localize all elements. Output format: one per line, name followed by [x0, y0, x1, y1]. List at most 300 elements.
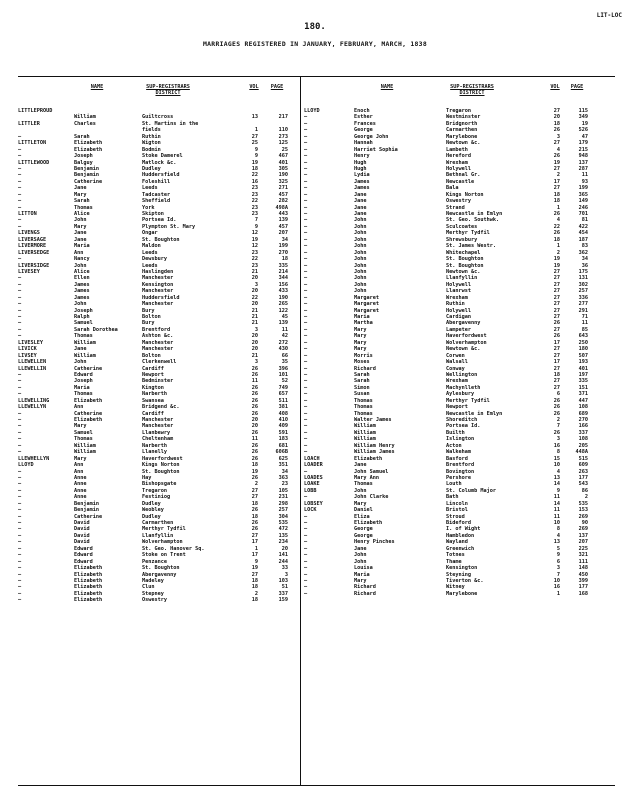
entry-forename: Mary [74, 191, 87, 198]
entry-district: Llanelly [142, 449, 167, 456]
entry-forename: Mary [74, 223, 87, 230]
entry-page: 34 [281, 236, 288, 243]
entry-volume: 26 [251, 455, 258, 462]
entry-volume: 26 [251, 474, 258, 481]
entry-surname: — [18, 545, 22, 552]
entry-district: Swansea [142, 397, 164, 404]
entry-page: 609 [578, 462, 588, 469]
entry-forename: Maria [354, 571, 370, 578]
entry-volume: 18 [251, 462, 258, 469]
entry-volume: 21 [251, 314, 258, 320]
entry-volume: 15 [553, 455, 560, 462]
entry-district: Bury [142, 307, 155, 314]
entry-volume: 21 [251, 352, 258, 359]
entry-district: Bury [142, 320, 155, 327]
entry-district: Kensington [142, 281, 174, 288]
entry-district: Steyning [446, 571, 471, 578]
entry-forename: Sarah [354, 378, 370, 385]
entry-page: 187 [578, 236, 588, 243]
entry-surname: — [18, 320, 22, 327]
entry-surname: — [304, 410, 308, 417]
entry-volume: 9 [556, 552, 560, 559]
entry-surname: — [304, 120, 308, 127]
entry-district: Basford [446, 455, 468, 462]
entry-volume: 26 [553, 153, 560, 160]
entry-volume: 17 [251, 539, 258, 546]
entry-forename: Margaret [354, 307, 379, 314]
entry-page: 689 [578, 410, 588, 417]
entry-forename: John [354, 268, 367, 275]
entry-volume: 1 [254, 127, 258, 134]
entry-page: 19 [581, 120, 588, 127]
entry-forename: Edward [74, 545, 93, 552]
header-vol: VOL [249, 84, 259, 90]
entry-forename: Jane [354, 462, 367, 469]
entry-district: Bodmin [142, 146, 161, 153]
entry-page: 34 [281, 468, 288, 475]
entry-forename: Mary [354, 500, 367, 507]
entry-page: 110 [278, 127, 288, 134]
entry-district: Machynlleth [446, 384, 481, 391]
entry-surname: — [304, 545, 308, 552]
entry-district: Lambeth [446, 146, 468, 153]
entry-volume: 4 [556, 146, 560, 153]
entry-surname: — [18, 417, 22, 423]
entry-page: 47 [581, 133, 588, 140]
entry-page: 448A [575, 449, 588, 456]
entry-page: 749 [278, 384, 288, 391]
header-page: PAGE [270, 84, 284, 90]
entry-surname: — [18, 223, 22, 230]
entry-district: Cardiff [142, 365, 164, 372]
entry-forename: Edward [74, 371, 93, 378]
entry-forename: Mary [354, 326, 367, 333]
entry-forename: Mary [354, 346, 367, 353]
entry-volume: 2 [556, 417, 560, 423]
entry-page: 344 [278, 275, 288, 282]
entry-district: Westminster [446, 114, 481, 121]
entry-forename: William [74, 442, 96, 449]
entry-surname: LIVSEY [18, 352, 37, 359]
entry-forename: Louisa [354, 565, 373, 572]
entry-volume: 7 [556, 423, 560, 430]
entry-surname: — [304, 532, 308, 539]
entry-page: 180 [578, 346, 588, 353]
entry-forename: Benjamin [74, 165, 99, 172]
entry-volume: 4 [556, 217, 560, 224]
entry-page: 257 [578, 288, 588, 295]
entry-district: Brentford [142, 326, 171, 333]
entry-surname: — [18, 153, 22, 160]
entry-volume: 26 [553, 211, 560, 217]
entry-page: 205 [578, 442, 588, 449]
entry-volume: 27 [553, 268, 560, 275]
entry-volume: 10 [553, 520, 560, 526]
entry-page: 454 [578, 230, 588, 237]
entry-volume: 19 [251, 468, 258, 475]
entry-volume: 21 [251, 268, 258, 275]
entry-district: Manchester [142, 417, 174, 423]
entry-forename: William [354, 436, 376, 443]
entry-district: Leeds [142, 249, 158, 256]
entry-district: Oswestry [142, 597, 167, 604]
entry-page: 263 [578, 468, 588, 475]
entry-page: 225 [578, 545, 588, 552]
entry-forename: James [74, 288, 90, 295]
entry-volume: 20 [251, 346, 258, 353]
entry-volume: 12 [251, 230, 258, 237]
entry-surname: — [18, 429, 22, 436]
entry-district: Ruthin [446, 301, 465, 308]
entry-forename: Morris [354, 352, 373, 359]
entry-surname: LLOYD [304, 108, 320, 114]
entry-forename: Ralph [74, 314, 90, 320]
entry-district: Ongar [142, 230, 158, 237]
entry-forename: George John [354, 133, 389, 140]
entry-district: Tiverton &c. [446, 577, 484, 584]
entry-surname: — [18, 449, 22, 456]
entry-volume: 18 [251, 513, 258, 520]
entry-page: 472 [278, 526, 288, 533]
entry-page: 606B [275, 449, 288, 456]
entry-page: 643 [578, 333, 588, 340]
entry-forename: John [74, 262, 87, 269]
entry-page: 282 [278, 198, 288, 205]
entry-forename: Edward [74, 552, 93, 559]
entry-page: 93 [581, 178, 588, 185]
entry-surname: — [18, 507, 22, 514]
entry-surname: LIVICK [18, 346, 37, 353]
entry-page: 543 [578, 481, 588, 488]
entry-surname: — [304, 571, 308, 578]
entry-surname: — [18, 275, 22, 282]
entry-district: Newcastle in Emlyn [446, 211, 503, 217]
entry-forename: Thomas [74, 204, 93, 211]
entry-volume: 2 [254, 590, 258, 597]
entry-volume: 26 [251, 410, 258, 417]
entry-forename: Nancy [74, 256, 90, 263]
entry-district: St. Geo. Hanover Sq. [142, 545, 205, 552]
entry-forename: Richard [354, 365, 376, 372]
entry-district: St. Boughton [142, 236, 180, 243]
entry-forename: Henry [354, 153, 370, 160]
entry-volume: 21 [251, 320, 258, 327]
entry-district: Kings Norton [142, 462, 180, 469]
entry-page: 269 [578, 526, 588, 533]
entry-forename: Catherine [74, 365, 103, 372]
entry-district: Pershore [446, 474, 471, 481]
entry-page: 701 [578, 211, 588, 217]
entry-volume: 18 [251, 577, 258, 584]
entry-surname: LITTON [18, 211, 37, 217]
entry-volume: 26 [553, 320, 560, 327]
entry-surname: — [304, 301, 308, 308]
entry-surname: — [18, 513, 22, 520]
entry-volume: 4 [556, 468, 560, 475]
entry-volume: 2 [556, 249, 560, 256]
entry-district: St. Boughton [446, 262, 484, 269]
entry-surname: — [304, 198, 308, 205]
entry-forename: Susan [354, 391, 370, 398]
entry-surname: LLEWHELLYN [18, 455, 50, 462]
entry-district: Holywell [446, 281, 471, 288]
entry-forename: Elizabeth [74, 584, 103, 591]
entry-district: Hay [142, 474, 152, 481]
entry-page: 287 [578, 165, 588, 172]
entry-volume: 23 [251, 185, 258, 192]
entry-volume: 6 [556, 391, 560, 398]
entry-forename: Jane [74, 346, 87, 353]
entry-forename: Elizabeth [74, 590, 103, 597]
entry-page: 335 [578, 378, 588, 385]
entry-row [304, 591, 616, 597]
entry-forename: James [354, 178, 370, 185]
entry-surname: LOAKE [304, 481, 320, 488]
entry-page: 515 [578, 455, 588, 462]
entry-forename: Elizabeth [74, 571, 103, 578]
entry-surname: LOCK [304, 507, 317, 514]
entry-volume: 27 [553, 352, 560, 359]
entry-page: 291 [578, 307, 588, 314]
entry-district: Foleshill [142, 178, 171, 185]
entry-district: Hereford [446, 153, 471, 160]
entry-district: Abergavenny [142, 571, 177, 578]
entry-district: Leeds [142, 262, 158, 269]
entry-district: Bolton [142, 314, 161, 320]
entry-district: Bovington [446, 468, 475, 475]
entry-volume: 23 [251, 249, 258, 256]
entry-district: Manchester [142, 288, 174, 295]
entry-page: 197 [578, 371, 588, 378]
entry-page: 137 [578, 532, 588, 539]
entry-forename: Jane [354, 545, 367, 552]
entry-surname: — [304, 243, 308, 250]
entry-district: St. Boughton [142, 468, 180, 475]
entry-volume: 27 [251, 133, 258, 140]
entry-surname: — [304, 352, 308, 359]
entry-district: Wrexham [446, 378, 468, 385]
entry-district: Narberth [142, 391, 167, 398]
entry-surname: — [18, 468, 22, 475]
entry-district: Leeds [142, 185, 158, 192]
entry-forename: Joseph [74, 378, 93, 385]
entry-page: 177 [578, 474, 588, 481]
entry-district: Wolverhampton [446, 339, 487, 346]
entry-page: 3 [284, 571, 288, 578]
entry-district: Wrexham [446, 159, 468, 166]
entry-district: Clerkenwell [142, 359, 177, 366]
entry-page: 135 [278, 532, 288, 539]
entry-volume: 19 [553, 159, 560, 166]
entry-district: Cardigan [446, 314, 471, 320]
entry-forename: Henry Pinches [354, 539, 395, 546]
entry-forename: Benjamin [74, 500, 99, 507]
entry-surname: — [304, 211, 308, 217]
entry-district: Bath [446, 494, 459, 501]
entry-forename: John [354, 217, 367, 224]
entry-forename: Thomas [74, 391, 93, 398]
entry-forename: John [354, 558, 367, 565]
entry-volume: 26 [251, 371, 258, 378]
entry-district: Louth [446, 481, 462, 488]
entry-forename: John [354, 256, 367, 263]
entry-page: 234 [278, 539, 288, 546]
entry-volume: 18 [251, 500, 258, 507]
entry-volume: 21 [251, 307, 258, 314]
entry-forename: William [74, 339, 96, 346]
entry-page: 199 [578, 185, 588, 192]
entry-page: 321 [578, 552, 588, 559]
entry-surname: — [18, 597, 22, 604]
entry-district: Tregaron [142, 487, 167, 494]
entry-forename: William James [354, 449, 395, 456]
entry-surname: — [304, 256, 308, 263]
entry-page: 103 [278, 577, 288, 584]
entry-district: Bolton [142, 352, 161, 359]
entry-forename: William [74, 352, 96, 359]
entry-volume: 13 [251, 114, 258, 121]
entry-volume: 22 [251, 256, 258, 263]
entry-forename: Anne [74, 494, 87, 501]
entry-surname: — [304, 223, 308, 230]
entry-surname: LLOYD [18, 462, 34, 469]
entry-forename: Margaret [354, 301, 379, 308]
entry-district: Stoke Damerel [142, 153, 183, 160]
entry-surname: — [18, 146, 22, 153]
entry-district: Plympton St. Mary [142, 223, 196, 230]
entry-forename: Hannah [354, 140, 373, 147]
entry-surname: — [304, 397, 308, 404]
entry-forename: John [354, 236, 367, 243]
entry-volume: 14 [553, 500, 560, 507]
entry-district: Penzance [142, 558, 167, 565]
entry-forename: Elizabeth [74, 597, 103, 604]
entry-surname: — [18, 487, 22, 494]
entry-surname: — [18, 281, 22, 288]
entry-forename: Richard [354, 590, 376, 597]
entry-volume: 2 [254, 481, 258, 488]
entry-surname: — [304, 236, 308, 243]
entry-page: 153 [578, 507, 588, 514]
left-entries [18, 108, 296, 604]
entry-volume: 18 [251, 597, 258, 604]
entry-surname: — [304, 577, 308, 584]
entry-district: Llanrwst [446, 288, 471, 295]
entry-surname: LIVESLEY [18, 339, 43, 346]
entry-page: 20 [281, 545, 288, 552]
entry-forename: Enoch [354, 108, 370, 114]
entry-page: 443 [278, 211, 288, 217]
entry-page: 51 [281, 584, 288, 591]
entry-surname: — [304, 339, 308, 346]
entry-district: Abergavenny [446, 320, 481, 327]
entry-forename: John Clarke [354, 494, 389, 501]
entry-forename: John [354, 281, 367, 288]
entry-volume: 26 [251, 391, 258, 398]
entry-page: 526 [578, 127, 588, 134]
entry-volume: 1 [556, 590, 560, 597]
entry-volume: 20 [251, 288, 258, 295]
entry-district: Bridgnorth [446, 120, 478, 127]
entry-forename: Margaret [354, 294, 379, 301]
entry-volume: 11 [553, 507, 560, 514]
entry-district: Lincoln [446, 500, 468, 507]
entry-volume: 22 [553, 223, 560, 230]
entry-forename: Sarah [74, 198, 90, 205]
entry-forename: Richard [354, 584, 376, 591]
entry-surname: — [304, 436, 308, 443]
left-column-header [18, 84, 296, 108]
entry-volume: 18 [553, 236, 560, 243]
entry-forename: Jane [74, 185, 87, 192]
entry-volume: 27 [553, 275, 560, 282]
entry-district: Aylesbury [446, 391, 475, 398]
entry-surname: — [18, 165, 22, 172]
entry-forename: James [74, 294, 90, 301]
entry-page: 401 [578, 365, 588, 372]
entry-volume: 20 [251, 301, 258, 308]
entry-surname: LLEWELLING [18, 397, 50, 404]
top-rule [18, 76, 615, 77]
entry-volume: 11 [553, 494, 560, 501]
entry-forename: Esther [354, 114, 373, 121]
entry-district: Stoke on Trent [142, 552, 186, 559]
entry-surname: LLEWELLYN [18, 404, 47, 411]
entry-page: 190 [278, 172, 288, 179]
entry-volume: 17 [251, 552, 258, 559]
entry-surname: LOACH [304, 455, 320, 462]
entry-volume: 13 [553, 474, 560, 481]
entry-surname: — [18, 384, 22, 391]
entry-forename: Simon [354, 384, 370, 391]
entry-forename: Mary [354, 339, 367, 346]
entry-district: Shrewsbury [446, 236, 478, 243]
entry-page: 948 [578, 153, 588, 160]
entry-district: Thame [446, 558, 462, 565]
entry-surname: LIVERSAGE [18, 236, 47, 243]
entry-district: Newcastle [446, 178, 475, 185]
entry-surname: — [304, 153, 308, 160]
entry-volume: 19 [251, 565, 258, 572]
entry-page: 179 [578, 140, 588, 147]
entry-forename: John [354, 288, 367, 295]
entry-page: 190 [278, 294, 288, 301]
entry-volume: 27 [553, 365, 560, 372]
entry-page: 681 [278, 442, 288, 449]
entry-volume: 8 [556, 526, 560, 533]
entry-volume: 26 [251, 526, 258, 533]
entry-row [18, 597, 296, 603]
entry-volume: 3 [556, 133, 560, 140]
entry-forename: Catherine [74, 410, 103, 417]
entry-forename: Jane [354, 204, 367, 211]
right-column [304, 84, 616, 597]
entry-surname: — [304, 346, 308, 353]
entry-surname: — [18, 558, 22, 565]
entry-surname: — [304, 262, 308, 269]
entry-page: 305 [278, 165, 288, 172]
entry-volume: 27 [553, 108, 560, 114]
entry-volume: 27 [553, 165, 560, 172]
entry-district: Manchester [142, 275, 174, 282]
entry-forename: John [354, 223, 367, 230]
entry-surname: — [304, 590, 308, 597]
entry-surname: — [304, 558, 308, 565]
entry-page: 81 [581, 217, 588, 224]
entry-surname: — [18, 571, 22, 578]
entry-volume: 27 [553, 378, 560, 385]
entry-volume: 3 [556, 436, 560, 443]
